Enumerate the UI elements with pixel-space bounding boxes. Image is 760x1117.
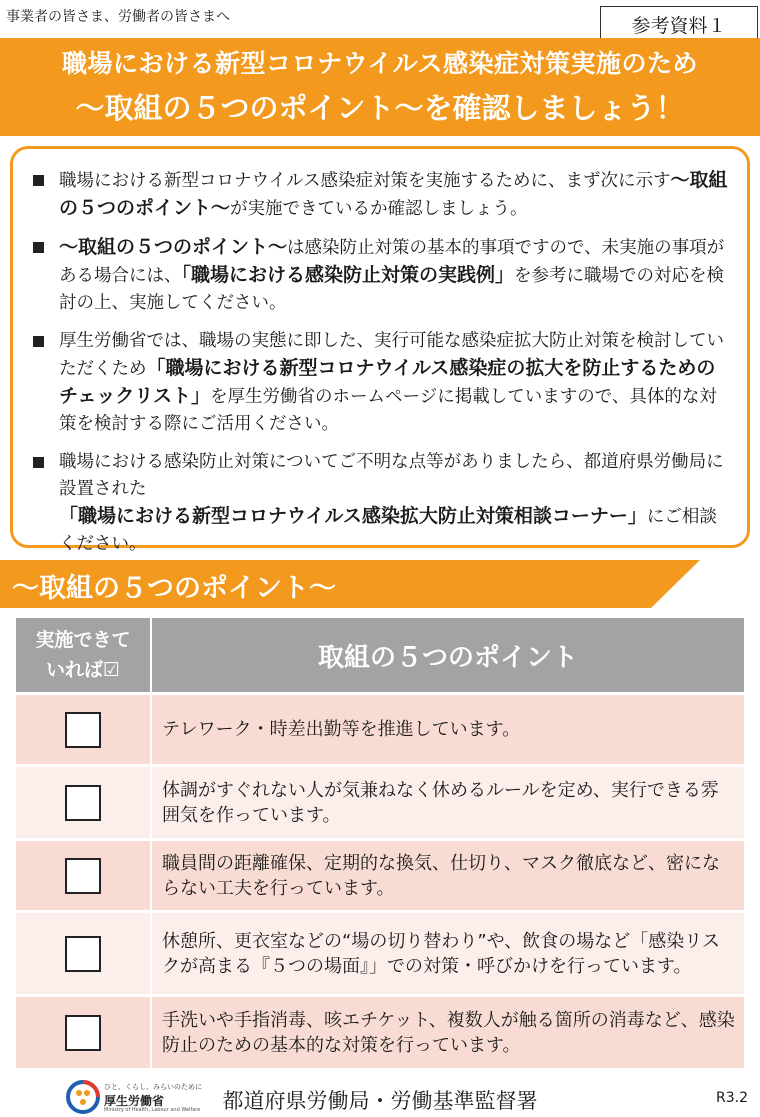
title-banner (0, 38, 760, 136)
audience-note: 事業者の皆さま、労働者の皆さまへ (6, 9, 230, 25)
check-cell (16, 913, 152, 994)
intro-text: 職場における新型コロナウイルス感染症対策を実施するために、まず次に示す (59, 171, 671, 191)
checkbox[interactable] (65, 785, 101, 821)
intro-text: が実施できているか確認しましょう。 (230, 199, 528, 219)
intro-text: 厚生労働省では、職場の実態に即した、実行可能な感染症拡大防止対策を検討していただくため (59, 331, 724, 379)
bullet-square-icon (33, 457, 44, 468)
intro-text: 職場における感染防止対策についてご不明な点等がありましたら、都道府県労働局に設置された (59, 452, 724, 499)
intro-bullet-1 (31, 167, 729, 223)
intro-bold: 「職場における新型コロナウイルス感染症の拡大を防止するためのチェックリスト」 (59, 357, 716, 407)
intro-box (10, 146, 750, 554)
intro-text: を厚生労働省のホームページに掲載していますので、具体的な対策を検討する際にご活用ください。 (59, 387, 717, 434)
banner-title-line2: ～取組の５つのポイント～を確認しましょう！ (75, 91, 685, 125)
logo-tagline: ひと、くらし、みらいのために (104, 1083, 202, 1091)
intro-bold: 「職場における新型コロナウイルス感染拡大防止対策相談コーナー」 (59, 505, 647, 527)
footer-version: R3.2 (716, 1090, 748, 1106)
intro-bullet-4 (31, 449, 729, 558)
section-title: ～取組の５つのポイント～ (12, 573, 336, 604)
table-row (16, 994, 744, 1068)
table-row (16, 910, 744, 994)
checkbox[interactable] (65, 712, 101, 748)
intro-bullet-2 (31, 234, 729, 317)
points-table (16, 618, 744, 1068)
table-row (16, 838, 744, 910)
point-text: 職員間の距離確保、定期的な換気、仕切り、マスク徹底など、密にならない工夫を行っています。 (162, 852, 720, 899)
intro-text: を参考に職場での対応を検討の上、実施してください。 (59, 266, 725, 313)
checkbox[interactable] (65, 936, 101, 972)
header-check-line1: 実施できて (35, 629, 131, 651)
table-row (16, 692, 744, 764)
point-text: 体調がすぐれない人が気兼ねなく休めるルールを定め、実行できる雰囲気を作っています。 (162, 779, 719, 826)
check-cell (16, 695, 152, 764)
header-check-column (16, 618, 152, 692)
checkbox[interactable] (65, 858, 101, 894)
logo-english: Ministry of Health, Labour and Welfare (104, 1107, 201, 1113)
intro-text: は感染防止対策の基本的事項ですので、未実施の事項がある場合には、 (59, 238, 725, 286)
header-points-column: 取組の５つのポイント (317, 642, 578, 673)
logo-name: 厚生労働省 (104, 1094, 165, 1108)
bullet-square-icon (33, 336, 44, 347)
header-check-line2: いれば☑ (45, 659, 121, 681)
bullet-square-icon (33, 175, 44, 186)
intro-bold: 「職場における感染防止対策の実践例」 (181, 264, 515, 286)
checkbox[interactable] (65, 1015, 101, 1051)
check-cell (16, 841, 152, 910)
intro-bullet-3 (31, 328, 729, 438)
check-cell (16, 767, 152, 838)
point-text: テレワーク・時差出勤等を推進しています。 (162, 719, 521, 740)
footer-issuer: 都道府県労働局・労働基準監督署 (222, 1089, 538, 1113)
table-row (16, 764, 744, 838)
table-header (16, 618, 744, 692)
banner-title-line1: 職場における新型コロナウイルス感染症対策実施のため (61, 49, 698, 78)
reference-label: 参考資料１ (600, 6, 758, 42)
point-text: 手洗いや手指消毒、咳エチケット、複数人が触る箇所の消毒など、感染防止のための基本的な対策を行っています。 (162, 1009, 735, 1056)
section-header (0, 560, 760, 608)
point-text: 休憩所、更衣室などの“場の切り替わり”や、飲食の場など「感染リスクが高まる『５つの場面』」での対策・呼びかけを行っています。 (162, 930, 720, 977)
check-cell (16, 997, 152, 1068)
intro-text: にご相談ください。 (59, 507, 717, 554)
bullet-square-icon (33, 242, 44, 253)
intro-bold: ～取組の５つのポイント～ (59, 169, 728, 219)
intro-bold: ～取組の５つのポイント～ (59, 236, 288, 258)
